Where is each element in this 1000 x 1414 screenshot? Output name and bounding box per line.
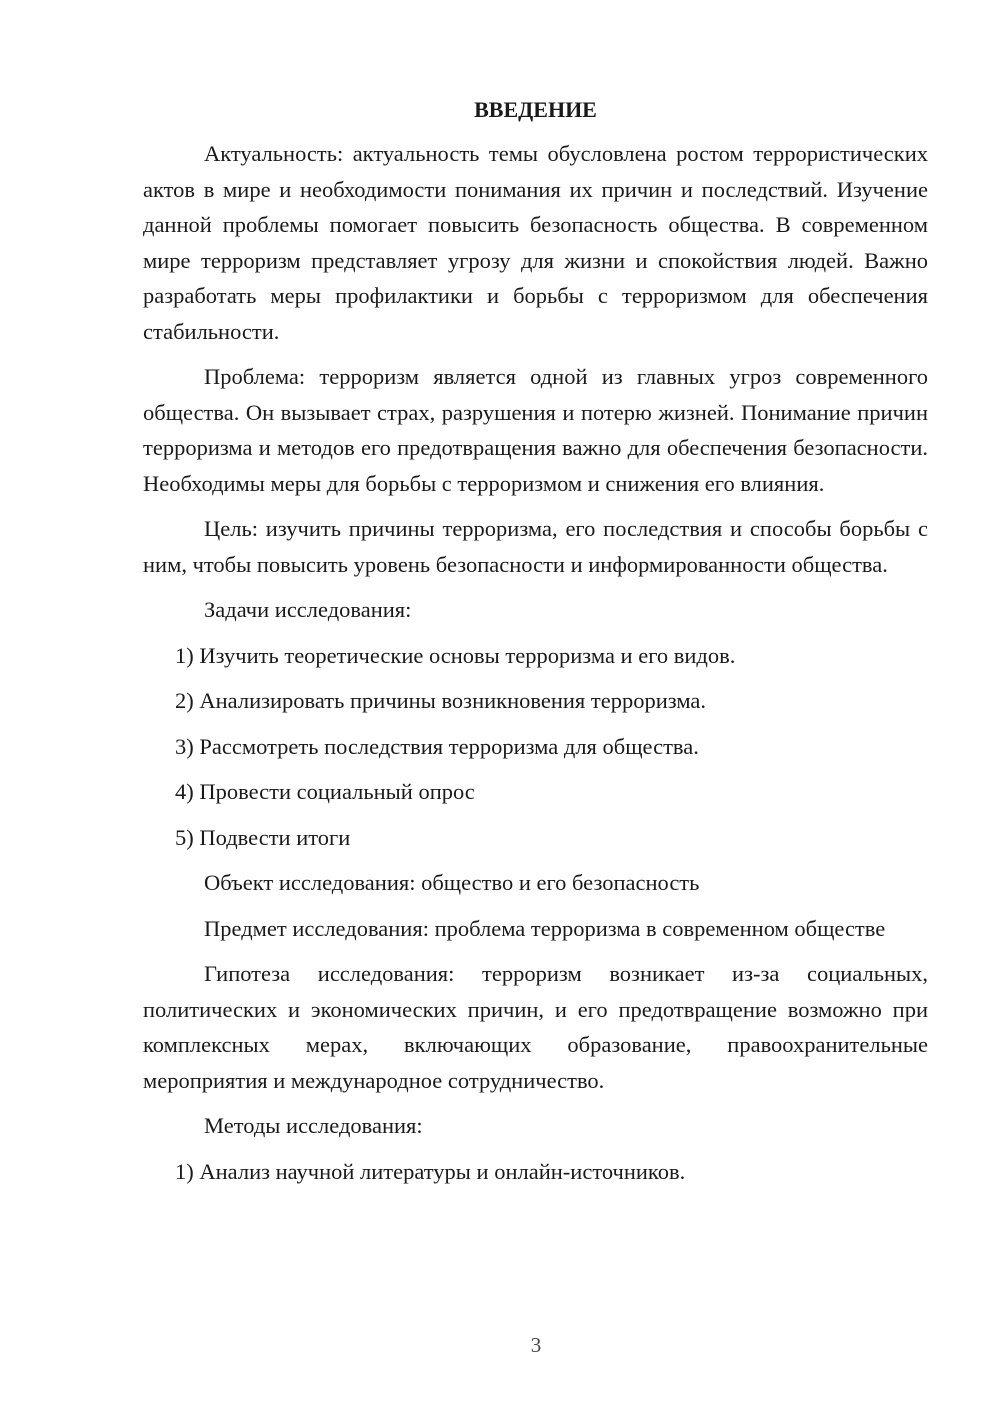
problem-paragraph: Проблема: терроризм является одной из главных угроз современного общества. Он вызывает страх, разрушения и потерю жизней. Понимание причин терроризма и методов его предотвращения важно для обеспечения безопасности. Необходимы меры для борьбы с терроризмом и снижения его влияния.: [143, 364, 928, 496]
list-item: 1) Анализ научной литературы и онлайн-источников.: [175, 1158, 686, 1184]
list-item: 2) Анализировать причины возникновения терроризма.: [175, 688, 707, 713]
methods-list: [143, 1154, 928, 1190]
page-number: 3: [530, 1333, 542, 1357]
list-item: 1) Изучить теоретические основы терроризма и его видов.: [175, 642, 736, 668]
list-item: 5) Подвести итоги: [175, 824, 351, 850]
subject-paragraph: Предмет исследования: проблема терроризма в современном обществе: [204, 915, 886, 941]
methods-heading: Методы исследования:: [204, 1113, 423, 1138]
document-title: ВВЕДЕНИЕ: [474, 97, 597, 122]
tasks-list: [143, 638, 928, 856]
relevance-paragraph: Актуальность: актуальность темы обусловлена ростом террористических актов в мире и необходимости понимания их причин и последствий. Изучение данной проблемы помогает повысить безопасность общества. В современном мире терроризм представляет угрозу для жизни и спокойствия людей. Важно разработать меры профилактики и борьбы с терроризмом для обеспечения стабильности.: [143, 141, 928, 344]
goal-paragraph: Цель: изучить причины терроризма, его последствия и способы борьбы с ним, чтобы повысить уровень безопасности и информированности общества.: [143, 516, 928, 577]
hypothesis-paragraph: Гипотеза исследования: терроризм возникает из-за социальных, политических и экономических причин, и его предотвращение возможно при комплексных мерах, включающих образование, правоохранительные мероприятия и международное сотрудничество.: [143, 961, 928, 1093]
list-item: 4) Провести социальный опрос: [175, 779, 475, 804]
list-item: 3) Рассмотреть последствия терроризма для общества.: [175, 733, 699, 759]
document-page: [143, 92, 928, 1199]
tasks-heading: Задачи исследования:: [204, 597, 412, 622]
object-line: Объект исследования: общество и его безопасность: [204, 870, 700, 895]
